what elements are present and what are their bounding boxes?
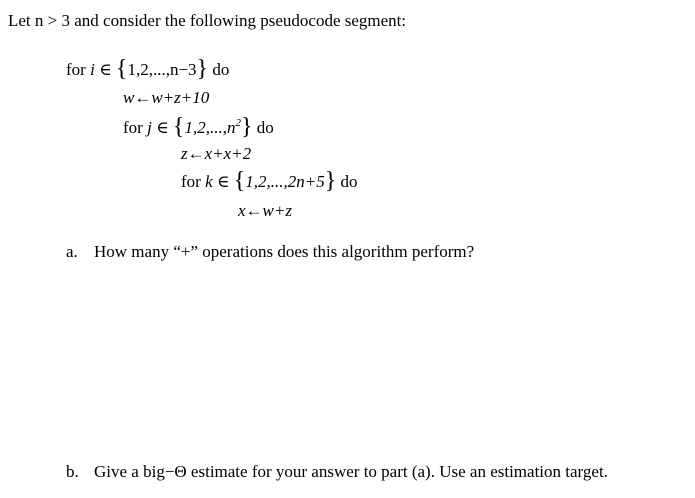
question-b-label: b. [66, 462, 79, 481]
for-keyword: for [123, 118, 143, 137]
loop-j [123, 112, 274, 139]
element-of-symbol: ∈ [99, 60, 112, 79]
question-a-text: How many “+” operations does this algorithm perform? [94, 242, 475, 261]
do-keyword: do [256, 118, 274, 137]
set-body-k: 1,2,...,2n+5 [245, 172, 325, 191]
question-b [66, 461, 608, 483]
element-of-symbol: ∈ [216, 172, 230, 191]
question-a [66, 241, 474, 263]
question-a-label: a. [66, 242, 78, 261]
set-open-brace: { [233, 168, 246, 194]
for-keyword: for [181, 172, 201, 191]
set-exponent-j: 2 [235, 117, 241, 129]
set-close-brace: } [240, 114, 253, 140]
set-close-brace: } [324, 168, 337, 194]
set-open-brace: { [115, 56, 128, 82]
for-keyword: for [66, 60, 86, 79]
set-close-brace: } [196, 56, 209, 82]
do-keyword: do [212, 60, 230, 79]
assign-x: x←w+z [238, 201, 292, 220]
set-body-i: 1,2,...,n−3 [127, 60, 197, 79]
intro-text: Let n > 3 and consider the following pseudocode segment: [8, 11, 407, 30]
element-of-symbol: ∈ [156, 118, 169, 137]
loop-var-i: i [90, 60, 95, 79]
loop-var-j: j [147, 118, 152, 137]
set-open-brace: { [172, 114, 185, 140]
loop-k [181, 168, 358, 193]
do-keyword: do [340, 172, 358, 191]
set-body-j: 1,2,...,n [184, 118, 236, 137]
assign-z: z←x+x+2 [181, 144, 252, 163]
assign-w: w←w+z+10 [123, 88, 210, 107]
question-b-text: Give a big−Θ estimate for your answer to part (a). Use an estimation target. [94, 462, 608, 481]
loop-var-k: k [205, 172, 213, 191]
loop-i [66, 56, 229, 81]
